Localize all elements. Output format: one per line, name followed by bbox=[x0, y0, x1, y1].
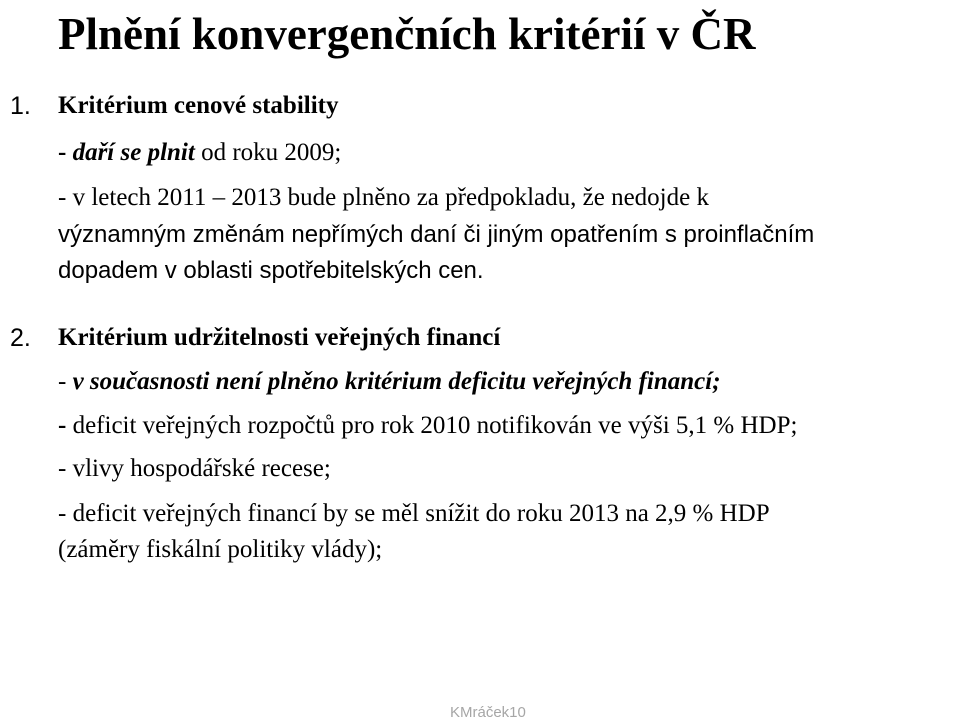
section-2-line-4: - deficit veřejných financí by se měl snížit do roku 2013 na 2,9 % HDP bbox=[58, 500, 770, 527]
slide-footer: KMráček10 bbox=[450, 704, 526, 721]
section-1-line-4: dopadem v oblasti spotřebitelských cen. bbox=[58, 257, 484, 284]
section-1-line-1 bbox=[58, 136, 341, 170]
section-2-heading: Kritérium udržitelnosti veřejných financí bbox=[58, 324, 501, 351]
dash-bullet: - bbox=[58, 139, 73, 166]
section-1-line-2: - v letech 2011 – 2013 bude plněno za předpokladu, že nedojde k bbox=[58, 184, 709, 211]
section-1-heading: Kritérium cenové stability bbox=[58, 92, 339, 119]
line-text: deficit veřejných rozpočtů pro rok 2010 notifikován ve výši 5,1 % HDP; bbox=[66, 412, 798, 439]
section-2-line-3: - vlivy hospodářské recese; bbox=[58, 455, 331, 482]
section-2-line-2 bbox=[58, 409, 797, 443]
dash-bullet: - bbox=[58, 412, 67, 439]
section-1-line-3: významným změnám nepřímých daní či jiným opatřením s proinflačním bbox=[58, 221, 815, 248]
emphasis-text: v současnosti není plněno kritérium deficitu veřejných financí; bbox=[72, 368, 721, 395]
dash-bullet: - bbox=[58, 368, 73, 395]
section-1-number: 1. bbox=[10, 92, 31, 120]
emphasis-text: daří se plnit bbox=[72, 139, 195, 166]
slide-title: Plnění konvergenčních kritérií v ČR bbox=[58, 9, 756, 59]
section-2-number: 2. bbox=[10, 324, 31, 352]
line-text: od roku 2009; bbox=[194, 139, 342, 166]
section-2-line-1 bbox=[58, 365, 721, 399]
section-2-line-5: (záměry fiskální politiky vlády); bbox=[58, 536, 383, 563]
